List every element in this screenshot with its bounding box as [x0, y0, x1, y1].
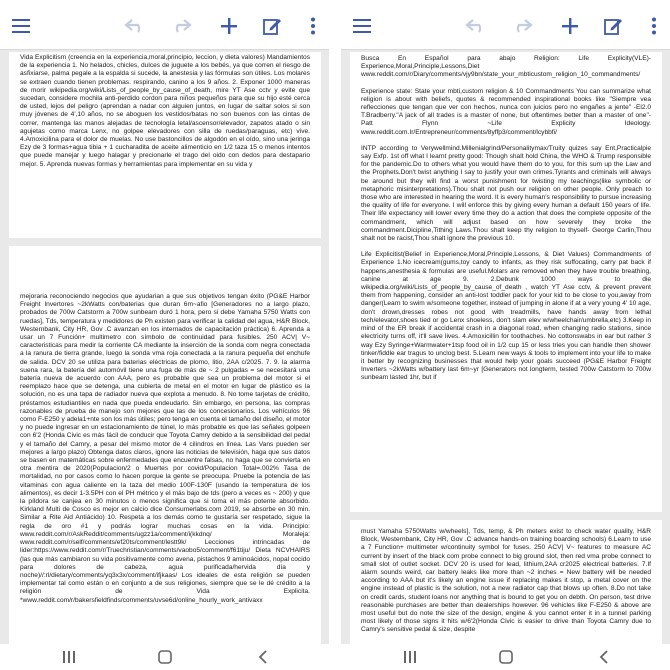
home-icon[interactable]	[497, 649, 515, 665]
paragraph: Busca En Español para abajo Religion: Life Explicity(VLE)-Experience,Moral,Principle,Lessons,Diet www.reddit.com/r/Diary/comments/vjy9bn/state_your_mbticustom_religion_10_commandments/	[361, 55, 651, 79]
paragraph: must Yamaha 5750Watts w/wheels], Tds, temp, & Ph meters exist to check water quality, H&R Block, Westernbank, City HR, Gov .C advance hands-on training boarding schools) 6.Learn to use a 7 Function+ multimeter w/continuity symbol for fuses. 250 ACV| V~ features to measure AC current by insert of the black com probe connect to big ground slot, then red vma probe connect to small slot of outlet socket. DCV 20 is used for lead, lithium,2AA cr2025 electrical batteries. 7.If alarm sounds weird, car battery leaks like more than ~2 inches = New battery will be needed according to AAA but it's likely an engine issue if replacing makes it stop, a metal cover on the engine instead of plastic is the solution, not a new radiator cap that blows up often. 8.Do not take on credit cards, student loans nor anything that is bound to get you on debth. On person, test drive reasonable purchases are better than dealerships however. 96 vehicles like F-E250 & above are most useful but do note the size of the design, engine & you cannot enter it in a tunnel parking most likely of those signs it hits w/6'2(Honda Civic is easier to drive than Toyota Camry due to Camry's sensitive pedal & size, despite	[361, 528, 651, 634]
redo-icon[interactable]	[168, 13, 194, 39]
add-icon[interactable]	[216, 13, 242, 39]
paragraph: Life Explicitist(Belief in Experience,Moral,Principle,Lessons, & Diet Values) Commandments of Experience 1.No icecream(gums,toy candy to infants, as they risk suffocating, carry pat back if happens,anesthesia & formulas are useful.Molars are removed when they have trouble breathing, canine at age 9. 2.Debunk 1000 ways to die wikipedia.org/wiki/Lists_of_people_by_cause_of_death , watch YT Ase cctv, & prevent prevent them from happening, consider an anti-lost toddler pack for your kid to be close to you,away from danger(Learn to swim w/someone together, instead of jumping in alone if at a very young 4' 10 age, don't drown,dresses robes not good with treadmills, have hands away from lethal tech/elevator,shoes tied or go Lenx shoeless, don't slam elev w/wheelchair/umbrella,etc) 3.Keep in mind of the ER break if accidental crash in a diagonal road, when changing radio stations, since electricity turns off, it'll save lives. 4.Amoxicillin for toothaches. No cottonswabs in ear but rather 3 way Ezy Syringe+Warmwater+1tsp food oil in 1/2 cup 15 or less tries you can handle then shower tinker/fiddle ear tragus to unclog best. 5.Learn new ways & tools to implement into your life to make it better by recognizing businesses that would help your goals succeed (PG&E Harbor Freight Inverters ~2kWatts w/battery last 6m~yr [Generators not longterm, tested 700w Catstorm to 700w sunbeam lasted 1hr, but if	[361, 251, 651, 382]
redo-icon[interactable]	[509, 13, 535, 39]
add-icon[interactable]	[557, 13, 583, 39]
document-page[interactable]	[350, 52, 662, 512]
right-document-view	[341, 0, 670, 670]
paragraph: Vida Explicitism (creencia en la experiencia,moral,principio, leccion, y dieta valores) Mandamientos de la experiencia 1. No helados, chicles, dulces de juguete a los bebés, ya que corren el riesgo de asfixiarse, palma pegale a la espalda si sucede, la anestesia y las fórmulas son útiles. Los molares se extraen cuando tienen problemas. respirando, canino a los 9 años. 2. Exponer 1000 maneras de morir wikipedia.org/wiki/Lists_of_people_by_cause_of_death, mire YT Ase cctv y evite que sucedan, considere mochila anti-perdido cordon para niños pequeños para que su hijo esté cerca de usted, lejos del peligro (aprendan a nadar con alguien juntos, en lugar de saltar solos si son muy jóvenes de 4',10 años, no se aboguen los vestidos/batas no son buenos con las cintas de correr, mantenga las manos alejadas de tecnología letal/ascensor/elevador, zapatos atado o sin agujetas como marca Lenx, no golpee elevadores con silla de ruedas/paraguas, etc) vive. 4.Amoxicilina para el dolor de muelas. No use bastoncillos de algodón en el oído, sino una jeringa Ezy de 3 formas+agua tibia + 1 cucharadita de aceite alimenticio en 1/2 taza 15 o menos intentos que puede manejar y luego halagar y precionarle el trago del oido con dedos para destapario mejor. 5. Aprenda nuevas formas y herramientas para implementar en su vida y	[20, 54, 310, 168]
undo-icon[interactable]	[463, 13, 489, 39]
paragraph: INTP according to Verywellmind.Millenialgrind/Personalitymax/Truity quizes say Ent,Practicalpie say Exfp. 1st off what I learnt pretty good: Though shalt hold China, the WHO & Trump responsible for the pandemic.Do to others what you would have them do to you, for this sum up the Law and the Prophets.Don't twist anything I say to justify your own crimes.Tyrants and criminals will always be around but they will find a worst punishment for twisting my teachings(like symbolic or metaphoric misinterpretations).Thou shalt not push our religion on other people. Only preach to those who are interested in hearing the word. It is every human's responsibility to pursue increasing the quality of life for everyone. I will enforce this by giving every human a default 150 years of life. Their life expectancy will lower every time they do a action that does the complete opposite of the commandment, which will adjust based on how severely they broke the commandment.Dicipline,Tithing Laws.Thou shalt keep thy religion to thyself- George Carlin,Thou shalt not be racist,Thou shalt ignore the previous 10.	[361, 144, 651, 243]
more-vert-icon[interactable]	[641, 13, 667, 39]
split-screen-divider[interactable]	[329, 0, 341, 670]
recent-apps-icon[interactable]	[60, 649, 78, 665]
edit-icon[interactable]	[600, 13, 626, 39]
home-icon[interactable]	[156, 649, 174, 665]
edit-icon[interactable]	[259, 13, 285, 39]
back-icon[interactable]	[595, 649, 613, 665]
system-nav-bar	[341, 644, 670, 670]
paragraph: mejoraria reconociendo negocios que ayudarian a que sus objetivos tengan éxito (PG&E Harbor Freight Invertores ~2kWatts con/baterias que duran 6m~afio [Generadores no a largo plazo, probados de 700w Catstorm a 700w sunbeam duró 1 hora, pero si debe Yamaha 5750 Watts con ruedas], Tds, temperatura y medidores de Ph existen para verificar la calidad del agua, H&R Block, Westernbank, City HR, Gov .C avanzan en los internados de capacitación práctica) 6. Aprenda a usar un 7 Función+ multimetro con símbolo de continuidad para fusibles. 250 ACV| V~ caracteristicas para medir la corriente CA mediante la inserción de la sonda com negra conectada a la ranura de tierra grande, luego la sonda vma roja conectada a la ranura pequeña del enchufe de salida. DCV 20 se utiliza para baterias eléctricas de plomo, litio, 2AA c/2025. 7. 9. la alarma suena rara, la batería del automóvil tiene una fuga de más de ~ 2 pulgadas = se necesitará una batería nueva de acuerdo con AAA, pero es probable que sea un problema del motor si el reemplazo hace que se detenga, una cubierta de metal en el motor en lugar de plástico es la solución, no es una tapa de radiador nueva que explota a menudo. 8. No tome tarjetas de crédito, préstamos estudiantiles en nada que pueda endeudarlo. Sin embargo, en persona, las compras razonables de prueba de manejo son mejores que las de los concesionarios. Los vehículos 96 como F-E250 y adela1+nte son los más útiles; pero tenga en cuenta el tamaño del diseño, el motor y no puede ingresar en un estacionamiento de túnel, lo más probable es que las señales golpeen con 6'2 (Honda Civic es más fácil de conducir que Toyota Camry debido a la sensibilidad del pedal y el tamaño del Camry, a pesar del mismo motor de 4 cilindros en línea. Las Vans pueden ser mejores a largo plazo) Obtenga datos claros, ignore las noticias de televisión, haga que sus datos se basen en matemáticas sobre enfermedades que encuentre falsas, no haga que se convierta en otra mentira de 2020(Populacion/2 o Muertes por covid/Populacion Total=.002% Tasa de mortalidad, no por casos como lo hacen porque la gente se preocupa. Pruebe la potencia de las vitaminas con agua caliente en la taza del medio 100F-130F (usando la temperatura de los alimentos), es decir 1-3.5PH con el PH métrico y el más bajo de tds (pero a veces es ~ 200) y que la píldora se canjea en 30 minutos o menos significa que si toma el más potente absorbido. Kirkland Multi de Cosco es mejor en calcio dice Consumerlabs.com 2019, se absorbe en 30 min. Similar a Rite Aid Antiácido) 10. Respeta a los demás como te gustaría ser respetado, sigue la regla de oro #1 y podrás lograr muchas cosas en la vida. Principio: www.reddit.com/r/AskReddit/comments/ugzz1a/comment/i(kkdnq/ Moraleja: www.reddit.com/r/self/comments/ef20ts/comment/lestt9k/ Lecciones intrincadas de lider:https://www.reddit.com/r/Truechristian/comments/vaobo5/comment/f61tiju/ Dieta NCVHAIRS (las que más cambiaron su vida positivamente como avena, pistachos 9 aminoácidos, nopal cocido para dolores de cabeza, agua purificada/hervida día y noche)//:rl/dietary/comments/yq3x3x/comment/ifjkaas/ Los ideales de esta religión se pueden implementar tal como están o en conjunto a de sus religiones, siempre que se le dé crédito a la religión de Vida Explicita. *www.reddit.com/r/bakersfieldfinds/comments/uvse6d/online_hourly_work_antivaxx	[20, 293, 310, 604]
recent-apps-icon[interactable]	[401, 649, 419, 665]
menu-icon[interactable]	[349, 13, 375, 39]
more-vert-icon[interactable]	[300, 13, 326, 39]
back-icon[interactable]	[254, 649, 272, 665]
document-page[interactable]	[9, 246, 321, 650]
document-page[interactable]	[350, 520, 662, 644]
left-toolbar	[0, 0, 329, 50]
system-nav-bar	[0, 644, 329, 670]
document-page[interactable]	[9, 52, 321, 238]
menu-icon[interactable]	[8, 13, 34, 39]
undo-icon[interactable]	[122, 13, 148, 39]
right-toolbar	[341, 0, 670, 50]
left-document-view	[0, 0, 329, 670]
paragraph: Experience state: State your mbti,custom religion & 10 Commandments You can summarize what religion is about with beliefs, quotes & recommended inspirational books like "Siempre vea reflecciones que tengan que ver con hechos, nunca con juicios pero no engañes a jente" -El2.0 T.Bradberry."A jack of all trades is a master of none, but oftentimes better than a master of one"-Patt Flynn ~Life Explicity Ideology. www.reddit.com.Ir/Entrepreneur/comments/8yffp3/comment/lcybbfi/	[361, 87, 651, 136]
